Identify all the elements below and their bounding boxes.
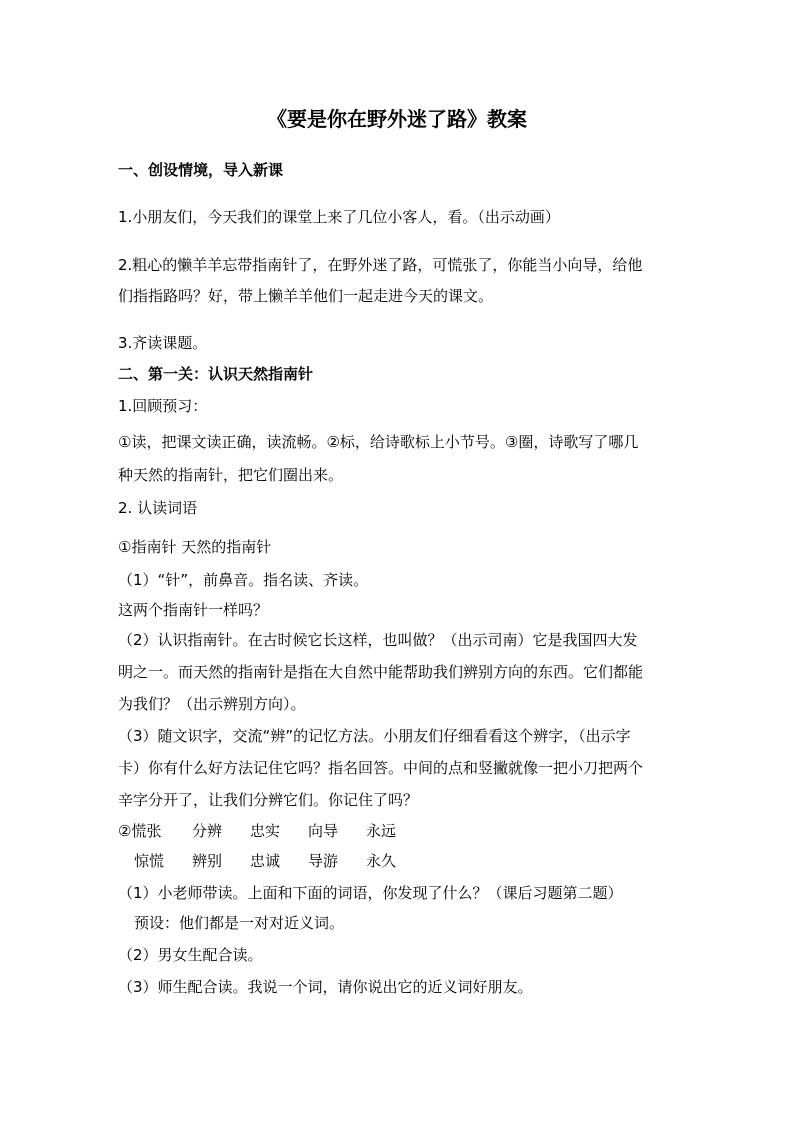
word-row-2: [134, 851, 704, 871]
words-line-1: ①指南针 天然的指南针: [118, 538, 272, 556]
word-cell: 惊慌: [134, 852, 165, 870]
sub-item-1-answer: 预设：他们都是一对对近义词。: [134, 914, 345, 932]
section1-paragraph-1: 1.小朋友们，今天我们的课堂上来了几位小客人，看。（出示动画）: [118, 208, 560, 226]
item-3-line-2: 卡）你有什么好方法记住它吗？指名回答。中间的点和竖撇就像一把小刀把两个: [118, 759, 644, 777]
item-1: （1）“针”，前鼻音。指名读、齐读。: [118, 571, 369, 589]
sub-item-3: （3）师生配合读。我说一个词，请你说出它的近义词好朋友。: [118, 978, 533, 996]
section1-heading: 一、创设情境，导入新课: [118, 161, 284, 179]
review-line-2: 种天然的指南针，把它们圈出来。: [118, 466, 344, 484]
page-title: 《要是你在野外迷了路》教案: [267, 107, 527, 131]
word-cell: 忠诚: [250, 852, 281, 870]
section2-heading: 二、第一关：认识天然指南针: [118, 365, 314, 383]
item-3-line-1: （3）随文识字，交流“辨”的记忆方法。小朋友们仔细看看这个辨字，（出示字: [118, 727, 631, 745]
word-cell: 忠实: [250, 822, 281, 840]
item-2-line-3: 为我们？（出示辨别方向）。: [118, 695, 306, 713]
word-cell: 永远: [366, 822, 397, 840]
word-cell: 永久: [366, 852, 397, 870]
item-3-line-3: 辛字分开了，让我们分辨它们。你记住了吗？: [118, 791, 419, 809]
word-cell: ②慌张: [118, 822, 162, 840]
sub-item-1: （1）小老师带读。上面和下面的词语，你发现了什么？（课后习题第二题）: [118, 884, 623, 902]
review-line-1: ①读，把课文读正确，读流畅。②标，给诗歌标上小节号。③圈，诗歌写了哪几: [118, 433, 639, 451]
word-cell: 辨别: [192, 852, 223, 870]
word-row-1: [118, 821, 688, 841]
sub-item-2: （2）男女生配合读。: [118, 946, 263, 964]
word-cell: 向导: [308, 822, 339, 840]
words-title: 2. 认读词语: [118, 499, 198, 517]
question-line: 这两个指南针一样吗？: [118, 601, 269, 619]
section1-paragraph-3: 3.齐读课题。: [118, 334, 208, 352]
section1-paragraph-2-line-1: 2.粗心的懒羊羊忘带指南针了，在野外迷了路，可慌张了，你能当小向导，给他: [118, 256, 643, 274]
word-cell: 分辨: [192, 822, 223, 840]
item-2-line-1: （2）认识指南针。在古时候它长这样，也叫做？（出示司南）它是我国四大发: [118, 631, 638, 649]
section1-paragraph-2-line-2: 们指指路吗？好，带上懒羊羊他们一起走进今天的课文。: [118, 287, 494, 305]
review-title: 1.回顾预习：: [118, 397, 208, 415]
word-cell: 导游: [308, 852, 339, 870]
item-2-line-2: 明之一。而天然的指南针是指在大自然中能帮助我们辨别方向的东西。它们都能: [118, 663, 644, 681]
